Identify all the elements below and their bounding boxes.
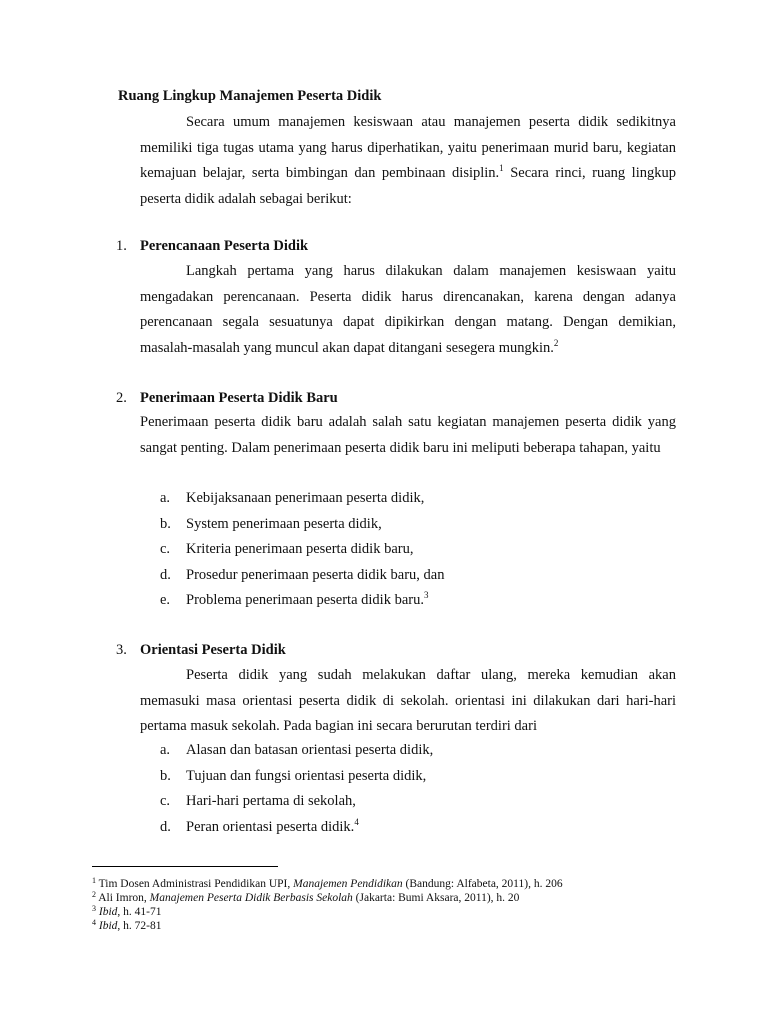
- section-2-heading: [116, 390, 338, 407]
- list-letter: c.: [160, 793, 171, 809]
- section-3-list: [160, 738, 433, 840]
- section-1-title: Perencanaan Peserta Didik: [140, 238, 309, 254]
- list-text: Problema penerimaan peserta didik baru.: [186, 592, 424, 608]
- list-item: [160, 512, 445, 538]
- list-text: Hari-hari pertama di sekolah,: [186, 793, 356, 809]
- footnote-number: 3: [92, 904, 96, 913]
- list-text: System penerimaan peserta didik,: [186, 515, 382, 532]
- footnote-1: [92, 878, 563, 891]
- list-item: [160, 789, 433, 815]
- footnote-book-title: Manajemen Pendidikan: [293, 878, 403, 890]
- section-3-number: 3.: [116, 642, 127, 658]
- list-text: Tujuan dan fungsi orientasi peserta didik,: [186, 767, 427, 784]
- list-letter: d.: [160, 566, 171, 583]
- footnote-divider: [92, 866, 278, 867]
- section-1-number: 1.: [116, 238, 127, 254]
- section-3-text: Peserta didik yang sudah melakukan daftar ulang, mereka kemudian akan memasuki masa orientasi peserta didik di sekolah. orientasi ini dilakukan dari hari-hari pertama masuk sekolah. Pada bagian ini secara berurutan terdiri dari: [140, 667, 676, 734]
- list-text: Prosedur penerimaan peserta didik baru, dan: [186, 566, 445, 583]
- footnote-text: (Bandung: Alfabeta, 2011), h. 206: [402, 878, 563, 890]
- section-1-heading: [116, 238, 308, 255]
- footnote-2: [92, 892, 519, 905]
- intro-paragraph: [140, 110, 676, 212]
- footnote-ref-1[interactable]: 1: [499, 163, 504, 173]
- section-2-paragraph: [140, 410, 676, 461]
- footnote-4: [92, 920, 162, 933]
- list-text: Kebijaksanaan penerimaan peserta didik,: [186, 490, 425, 506]
- list-letter: a.: [160, 742, 171, 758]
- section-3-title: Orientasi Peserta Didik: [140, 642, 286, 658]
- list-letter: d.: [160, 818, 171, 835]
- footnote-book-title: Manajemen Peserta Didik Berbasis Sekolah: [149, 892, 353, 904]
- footnote-text: , h. 41-71: [117, 906, 162, 918]
- section-2-number: 2.: [116, 390, 127, 406]
- footnote-ref-3[interactable]: 3: [423, 590, 429, 600]
- list-item: [160, 764, 433, 790]
- section-3-heading: [116, 642, 286, 659]
- section-1-paragraph: [140, 259, 676, 361]
- footnote-text: (Jakarta: Bumi Aksara, 2011), h. 20: [352, 892, 520, 904]
- footnote-book-title: Ibid: [98, 920, 118, 932]
- list-item: [160, 588, 445, 614]
- footnote-ref-2[interactable]: 2: [553, 337, 559, 348]
- list-item: [160, 486, 445, 512]
- list-item: [160, 537, 445, 563]
- footnote-number: 1: [92, 876, 96, 885]
- section-2-list: [160, 486, 445, 614]
- intro-text-after: Secara rinci, ruang lingkup peserta didik adalah sebagai berikut:: [140, 165, 676, 207]
- list-letter: e.: [160, 592, 171, 608]
- footnote-text: Ali Imron,: [96, 892, 150, 904]
- list-letter: b.: [160, 515, 171, 532]
- list-item: [160, 738, 433, 764]
- list-letter: c.: [160, 541, 171, 557]
- list-text: Alasan dan batasan orientasi peserta didik,: [186, 742, 434, 758]
- list-letter: b.: [160, 767, 171, 784]
- footnote-text: Tim Dosen Administrasi Pendidikan UPI,: [96, 878, 294, 890]
- list-text: Peran orientasi peserta didik.: [186, 818, 355, 835]
- footnote-book-title: Ibid: [98, 906, 118, 918]
- section-1-text: Langkah pertama yang harus dilakukan dalam manajemen kesiswaan yaitu mengadakan perencanaan. Peserta didik harus direncanakan, karena dengan adanya perencanaan segala sesuatunya dapat dipikirkan dengan matang. Dengan demikian, masalah-masalah yang muncul akan dapat ditangani sesegera mungkin.: [140, 263, 676, 356]
- footnote-text: , h. 72-81: [117, 920, 162, 932]
- page-title: Ruang Lingkup Manajemen Peserta Didik: [118, 88, 382, 104]
- list-item: [160, 815, 433, 841]
- list-text: Kriteria penerimaan peserta didik baru,: [186, 541, 414, 557]
- list-item: [160, 563, 445, 589]
- footnote-3: [92, 906, 162, 919]
- footnote-number: 2: [92, 890, 96, 899]
- section-3-paragraph: [140, 663, 676, 740]
- footnote-ref-4[interactable]: 4: [354, 816, 359, 827]
- footnote-number: 4: [92, 918, 96, 927]
- section-2-title: Penerimaan Peserta Didik Baru: [140, 390, 338, 406]
- list-letter: a.: [160, 490, 171, 506]
- section-2-text: Penerimaan peserta didik baru adalah salah satu kegiatan manajemen peserta didik yang sangat penting. Dalam penerimaan peserta didik baru ini meliputi beberapa tahapan, yaitu: [140, 414, 676, 456]
- intro-text: Secara umum manajemen kesiswaan atau manajemen peserta didik sedikitnya memiliki tiga tugas utama yang harus diperhatikan, yaitu penerimaan murid baru, kegiatan kemajuan belajar, serta bimbingan dan pembinaan disiplin.: [140, 114, 676, 181]
